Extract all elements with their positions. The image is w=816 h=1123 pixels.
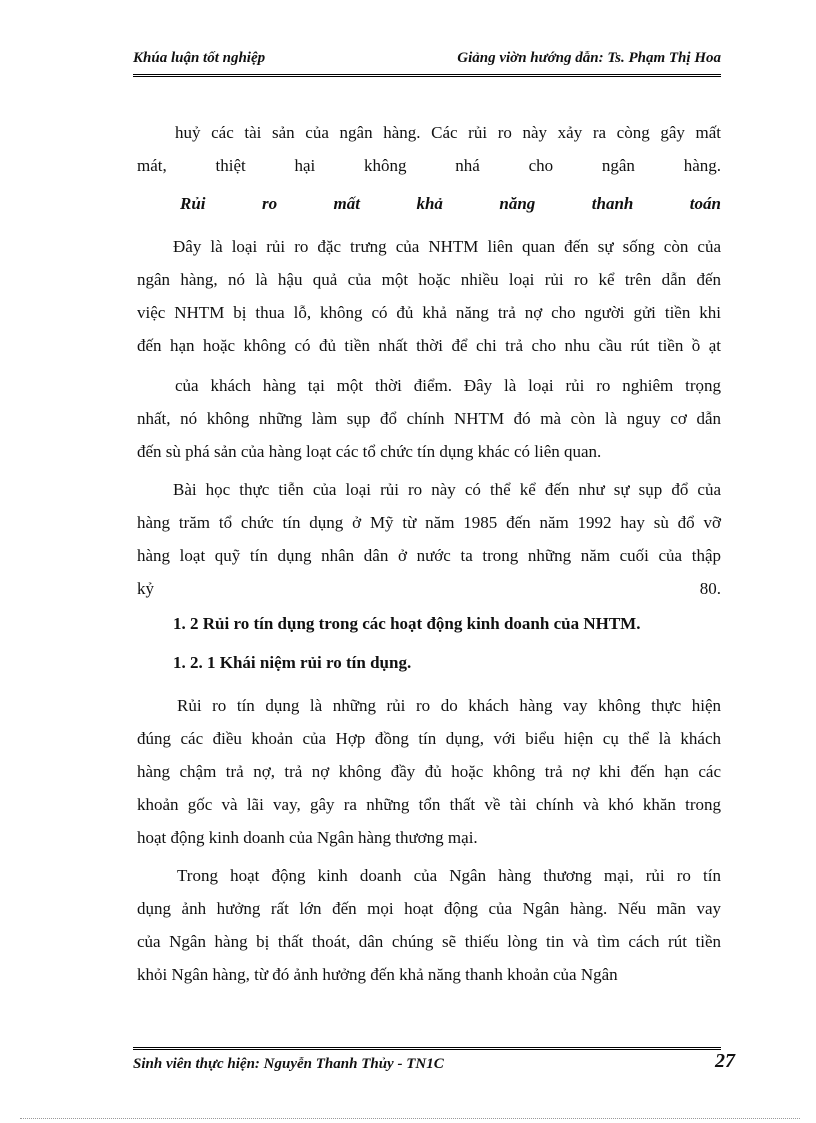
text-line: hoạt động kinh doanh của Ngân hàng thương mại. bbox=[137, 828, 478, 847]
paragraph-5 bbox=[137, 689, 721, 854]
supervisor: Giảng viờn hướng dẫn: Ts. Phạm Thị Hoa bbox=[457, 50, 721, 66]
text-line: việc NHTM bị thua lỗ, không có đủ khả năng trả nợ cho người gửi tiền khi bbox=[137, 303, 721, 322]
text-line: dụng ảnh hưởng rất lớn đến mọi hoạt động của Ngân hàng. Nếu mãn vay bbox=[137, 899, 721, 918]
text-line: ngân hàng, nó là hậu quả của một hoặc nhiều loại rủi ro kể trên dẫn đến bbox=[137, 270, 721, 289]
page-edge-divider bbox=[20, 1118, 800, 1119]
text-line: nhất, nó không những làm sụp đổ chính NHTM đó mà còn là nguy cơ dẫn bbox=[137, 409, 721, 428]
text-line: của Ngân hàng bị thất thoát, dân chúng sẽ thiếu lòng tin và tìm cách rút tiền bbox=[137, 932, 721, 951]
text-line: khoản gốc và lãi vay, gây ra những tổn thất về tài chính và khó khăn trong bbox=[137, 795, 721, 814]
text-line: của khách hàng tại một thời điểm. Đây là loại rủi ro nghiêm trọng bbox=[175, 376, 721, 395]
footer-rule bbox=[133, 1047, 721, 1050]
text-line: mát, thiệt hại không nhá cho ngân hàng. bbox=[137, 156, 721, 175]
thesis-title: Khúa luận tốt nghiệp bbox=[133, 50, 266, 66]
paragraph-3 bbox=[137, 369, 721, 468]
text-line: hàng trăm tổ chức tín dụng ở Mỹ từ năm 1985 đến năm 1992 hay sù đổ vỡ bbox=[137, 513, 721, 532]
text-line: khỏi Ngân hàng, từ đó ảnh hưởng đến khả năng thanh khoản của Ngân bbox=[137, 965, 618, 984]
text-line: đến sù phá sản của hàng loạt các tổ chức tín dụng khác có liên quan. bbox=[137, 442, 602, 461]
text-line: Đây là loại rủi ro đặc trưng của NHTM liên quan đến sự sống còn của bbox=[173, 237, 721, 256]
text-line: đến hạn hoặc không có đủ tiền nhất thời để chi trả cho nhu cầu rút tiền ồ ạt bbox=[137, 336, 721, 355]
section-heading: 1. 2 Rủi ro tín dụng trong các hoạt động kinh doanh của NHTM. bbox=[173, 614, 641, 633]
text-line: hàng loạt quỹ tín dụng nhân dân ở nước ta trong những năm cuối của thập bbox=[137, 546, 721, 565]
paragraph-2 bbox=[137, 230, 721, 362]
header-rule bbox=[133, 74, 721, 77]
text-line: đúng các điều khoản của Hợp đồng tín dụng, với biểu hiện cụ thể là khách bbox=[137, 729, 721, 748]
subsection-heading: 1. 2. 1 Khái niệm rủi ro tín dụng. bbox=[173, 653, 412, 672]
text-line: kỷ 80. bbox=[137, 579, 721, 598]
page-number: 27 bbox=[715, 1050, 735, 1072]
text-line: Rủi ro tín dụng là những rủi ro do khách hàng vay không thực hiện bbox=[177, 696, 721, 715]
paragraph-6 bbox=[137, 859, 721, 991]
text-line: hàng chậm trả nợ, trả nợ không đầy đủ hoặc không trả nợ khi đến hạn các bbox=[137, 762, 721, 781]
page-header bbox=[133, 44, 721, 74]
student-name: Sinh viên thực hiện: Nguyễn Thanh Thủy - TN1C bbox=[133, 1056, 444, 1072]
text-line: Trong hoạt động kinh doanh của Ngân hàng thương mại, rủi ro tín bbox=[177, 866, 721, 885]
text-line: Bài học thực tiễn của loại rủi ro này có thể kể đến như sự sụp đổ của bbox=[173, 480, 721, 499]
text-line: huỷ các tài sản của ngân hàng. Các rủi ro này xảy ra còng gây mất bbox=[175, 123, 721, 142]
subheading-liquidity-risk: Rủi ro mất khả năng thanh toán bbox=[180, 194, 721, 213]
paragraph-4 bbox=[137, 473, 721, 605]
paragraph-1 bbox=[137, 116, 721, 182]
page-footer bbox=[133, 1050, 735, 1078]
